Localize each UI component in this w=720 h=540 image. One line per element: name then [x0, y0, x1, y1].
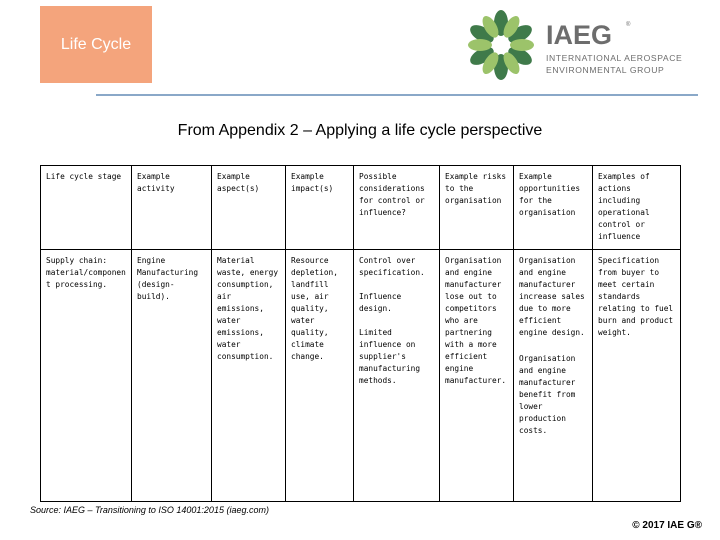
header-cell: Example opportunities for the organisation — [514, 166, 593, 250]
activity-cell: Engine Manufacturing (design-build). — [132, 250, 212, 502]
logo-line2: ENVIRONMENTAL GROUP — [546, 65, 665, 75]
consideration-item: Influence design. — [359, 292, 402, 313]
page-title: From Appendix 2 – Applying a life cycle perspective — [177, 122, 543, 139]
consideration-item: Limited influence on supplier's manufacturing methods. — [359, 328, 421, 385]
source-note: Source: IAEG – Transitioning to ISO 14001:2015 (iaeg.com) — [30, 505, 269, 515]
copyright-notice: © 2017 IAE G® — [632, 520, 702, 531]
consideration-item: Control over specification. — [359, 256, 425, 277]
header-cell: Example aspect(s) — [212, 166, 286, 250]
table-header-row — [41, 166, 681, 250]
actions-cell: Specification from buyer to meet certain standards relating to fuel burn and product weight. — [593, 250, 681, 502]
logo-name: IAEG — [546, 20, 613, 50]
aspects-cell: Material waste, energy consumption, air emissions, water emissions, water consumption. — [212, 250, 286, 502]
header-divider — [96, 94, 698, 96]
header-cell: Possible considerations for control or influence? — [354, 166, 440, 250]
impacts-cell: Resource depletion, landfill use, air quality, water quality, climate change. — [286, 250, 354, 502]
header-cell: Example risks to the organisation — [440, 166, 514, 250]
leaf-emblem-icon — [467, 10, 535, 80]
header-cell: Example activity — [132, 166, 212, 250]
opportunity-item: Organisation and engine manufacturer benefit from lower production costs. — [519, 354, 576, 435]
life-cycle-badge — [40, 6, 152, 83]
table-row — [41, 250, 681, 502]
iaeg-logo — [466, 10, 706, 80]
header-cell: Examples of actions including operational control or influence — [593, 166, 681, 250]
logo-registered: ® — [626, 22, 631, 28]
badge-label: Life Cycle — [60, 36, 132, 53]
considerations-cell — [354, 250, 440, 502]
logo-line1: INTERNATIONAL AEROSPACE — [546, 53, 683, 63]
opportunity-item: Organisation and engine manufacturer increase sales due to more efficient engine design. — [519, 256, 585, 337]
risks-cell: Organisation and engine manufacturer lose out to competitors who are partnering with a more efficient engine manufacturer. — [440, 250, 514, 502]
life-cycle-table — [40, 165, 681, 502]
stage-cell: Supply chain: material/component processing. — [41, 250, 132, 502]
header-cell: Example impact(s) — [286, 166, 354, 250]
opportunities-cell — [514, 250, 593, 502]
header-cell: Life cycle stage — [41, 166, 132, 250]
